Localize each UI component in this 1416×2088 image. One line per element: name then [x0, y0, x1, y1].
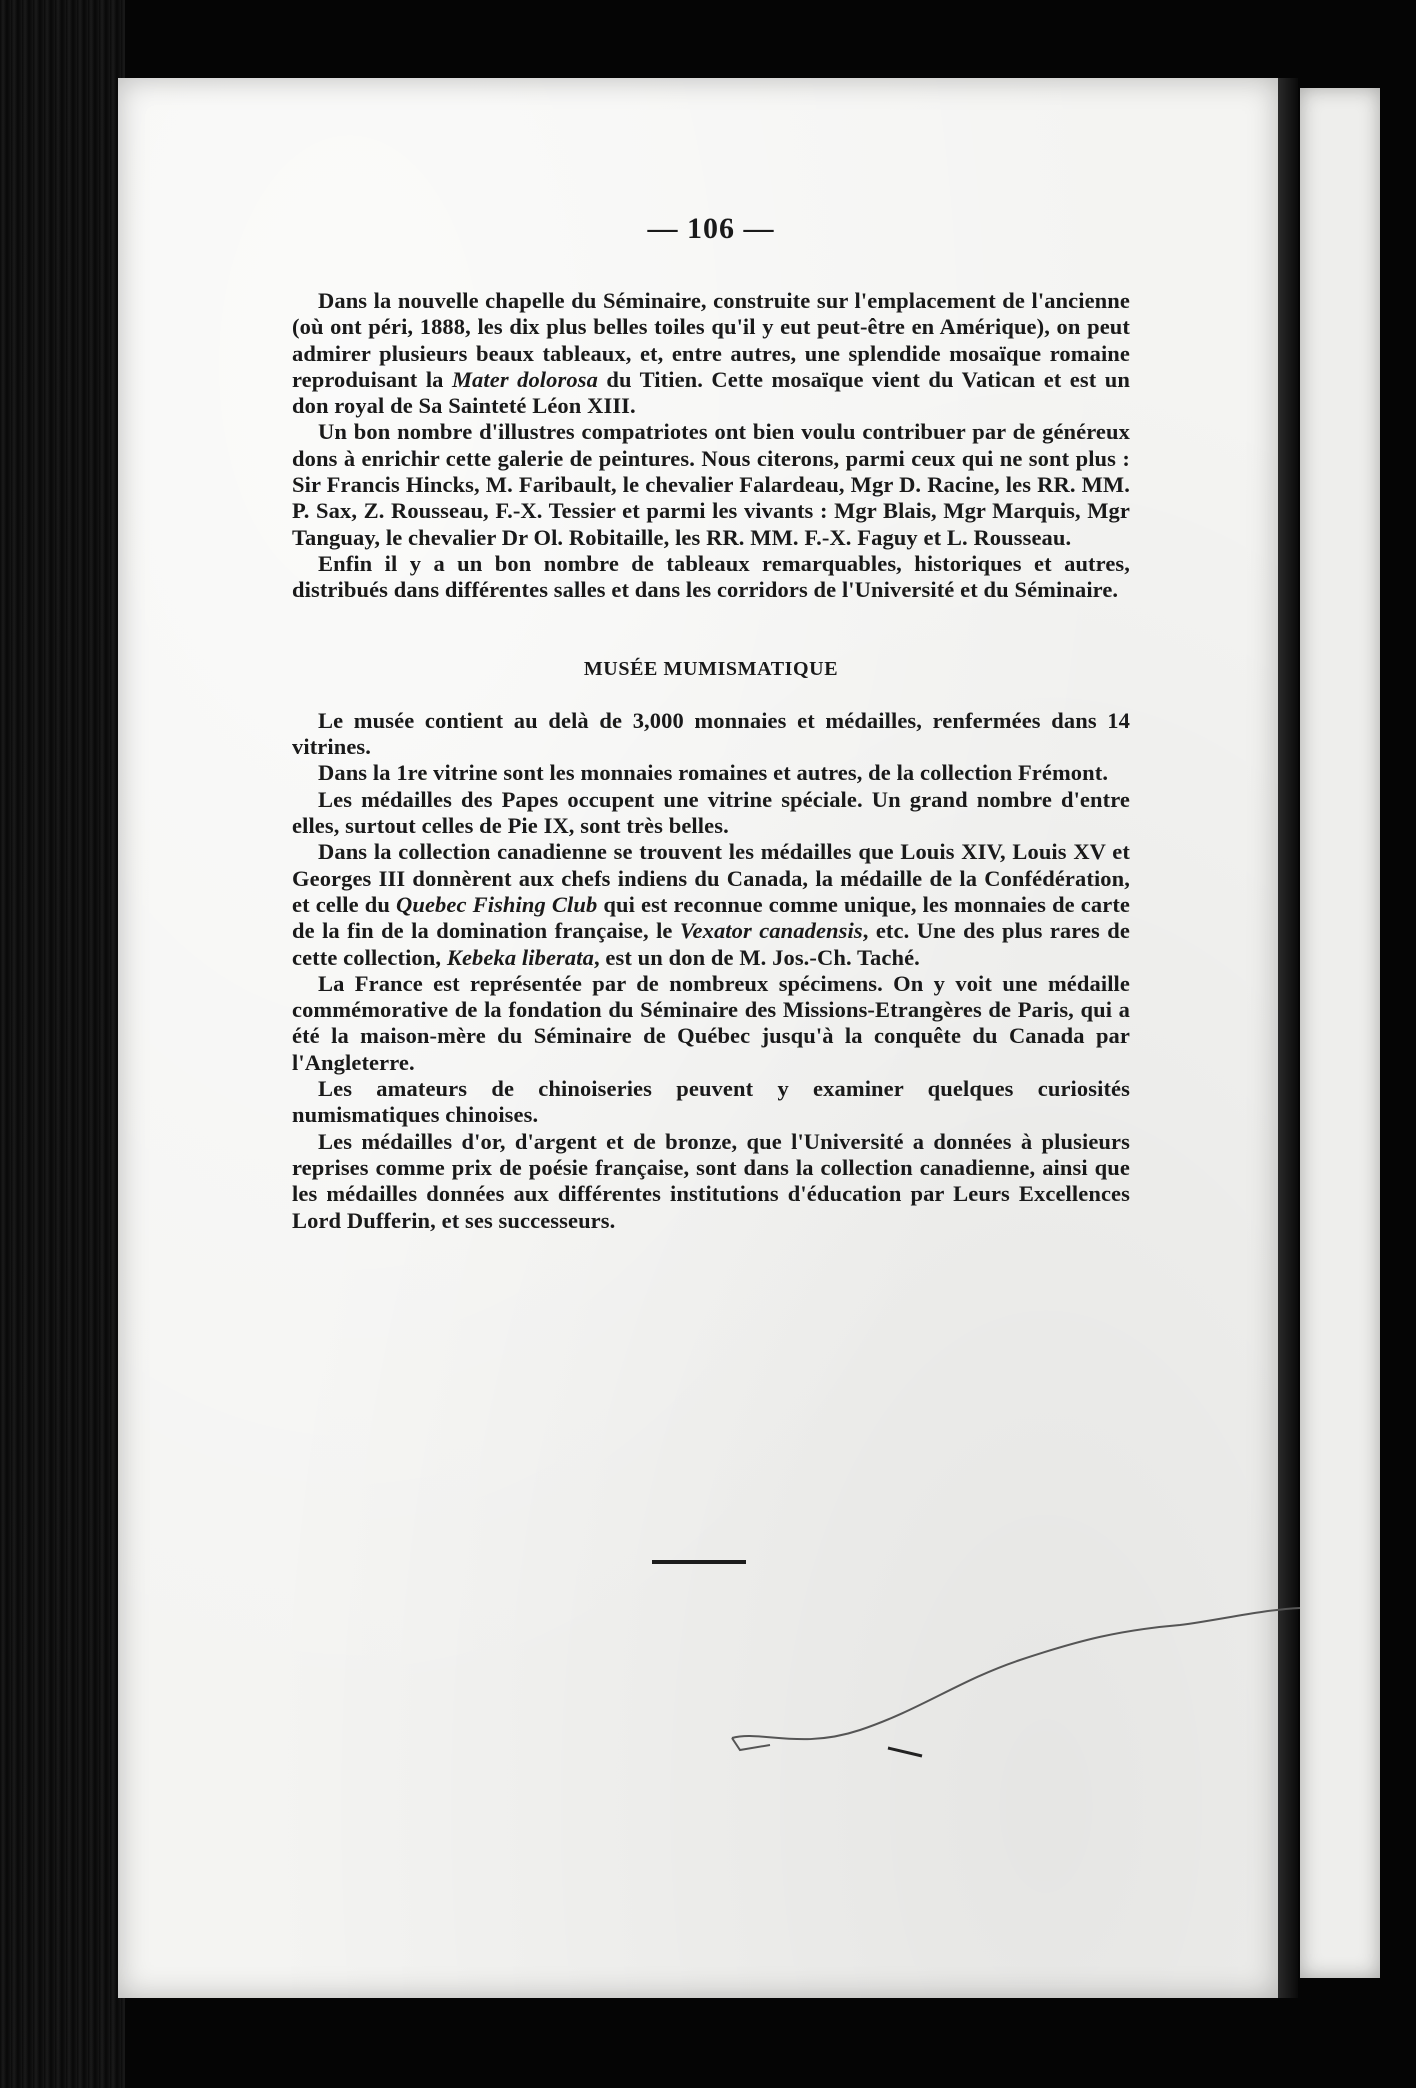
- text-run: Les amateurs de chinoiseries peuvent y examiner quelques curiosités numismatiques chinoises.: [292, 1076, 1130, 1128]
- paragraph-medailles-prix: [292, 1129, 1130, 1234]
- text-run: Un bon nombre d'illustres compatriotes ont bien voulu contribuer par de généreux dons à enrichir cette galerie de peintures. Nous citerons, parmi ceux qui ne sont plus : Sir Francis Hincks, M. Faribault, le chevalier Falardeau, Mgr D. Racine, les RR. MM. P. Sax, Z. Rousseau, F.-X. Tessier et parmi les vivants : Mgr Blais, Mgr Marquis, Mgr Tanguay, le chevalier Dr Ol. Robitaille, les RR. MM. F.-X. Faguy et L. Rousseau.: [292, 419, 1130, 550]
- paragraph-vitrine-romaine: [292, 760, 1130, 786]
- paragraph-tableaux: [292, 551, 1130, 604]
- page-number: — 106 —: [647, 212, 775, 245]
- paragraph-chapelle: [292, 288, 1130, 419]
- text-run: Dans la nouvelle chapelle du Séminaire, construite sur l'emplacement de l'ancienne (où ont péri, 1888, les dix plus belles toiles qu'il y eut peut-être en Amérique), on peut admirer plusieurs beaux tableaux, et, entre autres, une splendide mosaïque romaine reproduisant la: [292, 288, 1130, 392]
- paragraph-france: [292, 971, 1130, 1076]
- paragraph-musee-contenu: [292, 708, 1130, 761]
- text-run: Dans la collection canadienne se trouvent les médailles que Louis XIV, Louis XV et Georges III donnèrent aux chefs indiens du Canada, la médaille de la Confédération, et celle du: [292, 839, 1130, 917]
- text-run: Les médailles des Papes occupent une vitrine spéciale. Un grand nombre d'entre elles, surtout celles de Pie IX, sont très belles.: [292, 786, 1130, 839]
- paragraph-collection-canadienne: [292, 839, 1130, 970]
- italic-text-run: Vexator canadensis: [679, 918, 863, 944]
- section-heading-musee: MUSÉE MUMISMATIQUE: [583, 657, 839, 680]
- end-rule: [652, 1560, 746, 1564]
- page-text: [292, 212, 1130, 1234]
- text-run: Enfin il y a un bon nombre de tableaux remarquables, historiques et autres, distribués dans différentes salles et dans les corridors de l'Université et du Séminaire.: [292, 550, 1130, 603]
- book-spine-edge: [0, 0, 125, 2088]
- text-run: , est un don de M. Jos.-Ch. Taché.: [593, 944, 920, 970]
- text-run: qui est reconnue comme unique, les monnaies de carte de la fin de la domination française, le: [292, 891, 1131, 944]
- text-run: Le musée contient au delà de 3,000 monnaies et médailles, renfermées dans 14 vitrines.: [292, 707, 1130, 760]
- italic-text-run: Mater dolorosa: [451, 366, 598, 392]
- paragraph-chinoiseries: [292, 1076, 1130, 1129]
- text-run: Les médailles d'or, d'argent et de bronze, que l'Université a données à plusieurs reprises comme prix de poésie française, sont dans la collection canadienne, ainsi que les médailles données aux différentes institutions d'éducation par Leurs Excellences Lord Dufferin, et ses successeurs.: [292, 1128, 1130, 1233]
- text-run: Dans la 1re vitrine sont les monnaies romaines et autres, de la collection Frémont.: [318, 760, 1109, 786]
- pencil-scribble-mark: [700, 1580, 1320, 1780]
- paragraph-medailles-papes: [292, 787, 1130, 840]
- italic-text-run: Kebeka liberata: [446, 944, 594, 970]
- text-run: , etc. Une des plus rares de cette collection,: [292, 918, 1130, 970]
- italic-text-run: Quebec Fishing Club: [396, 891, 598, 917]
- text-run: du Titien. Cette mosaïque vient du Vatican et est un don royal de Sa Sainteté Léon XIII.: [292, 366, 1130, 419]
- paragraph-donateurs: [292, 419, 1130, 550]
- text-run: La France est représentée par de nombreux spécimens. On y voit une médaille commémorative de la fondation du Séminaire des Missions-Etrangères de Paris, qui a été la maison-mère du Séminaire de Québec jusqu'à la conquête du Canada par l'Angleterre.: [292, 970, 1130, 1075]
